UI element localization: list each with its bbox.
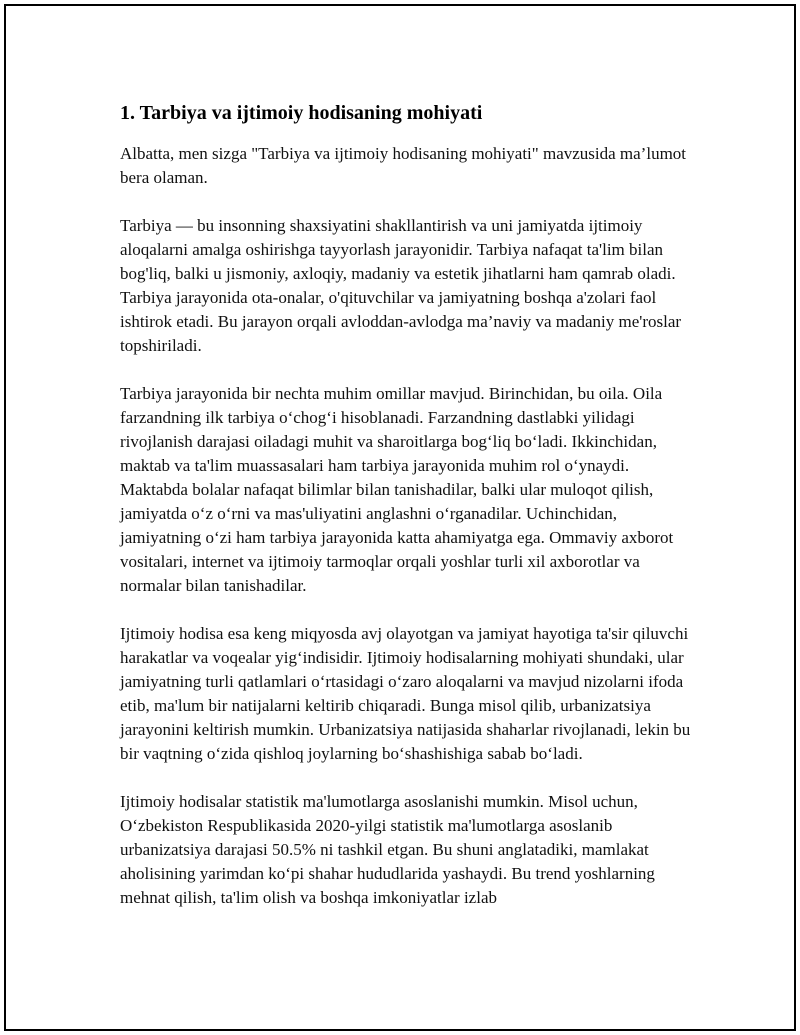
- document-body: [120, 100, 692, 934]
- paragraph-intro: Albatta, men sizga "Tarbiya va ijtimoiy hodisaning mohiyati" mavzusida ma’lumot bera olaman.: [120, 144, 687, 187]
- document-title: 1. Tarbiya va ijtimoiy hodisaning mohiyati: [120, 102, 483, 124]
- paragraph-statistics: Ijtimoiy hodisalar statistik ma'lumotlarga asoslanishi mumkin. Misol uchun, O‘zbekiston Respublikasida 2020-yilgi statistik ma'lumotlarga asoslanib urbanizatsiya darajasi 50.5% ni tashkil etgan. Bu shuni anglatadiki, mamlakat aholisining yarimdan ko‘pi shahar hududlarida yashaydi. Bu trend yoshlarning mehnat qilish, ta'lim olish va boshqa imkoniyatlar izlab: [120, 792, 655, 907]
- paragraph-factors: Tarbiya jarayonida bir nechta muhim omillar mavjud. Birinchidan, bu oila. Oila farzandning ilk tarbiya o‘chog‘i hisoblanadi. Farzandning dastlabki yilidagi rivojlanish darajasi oiladagi muhit va sharoitlarga bog‘liq bo‘ladi. Ikkinchidan, maktab va ta'lim muassasalari ham tarbiya jarayonida muhim rol o‘ynaydi. Maktabda bolalar nafaqat bilimlar bilan tanishadilar, balki ular muloqot qilish, jamiyatda o‘z o‘rni va mas'uliyatini anglashni o‘rganadilar. Uchinchidan, jamiyatning o‘zi ham tarbiya jarayonida katta ahamiyatga ega. Ommaviy axborot vositalari, internet va ijtimoiy tarmoqlar orqali yoshlar turli xil axborotlar va normalar bilan tanishadilar.: [120, 384, 674, 595]
- paragraph-social-phenomenon: Ijtimoiy hodisa esa keng miqyosda avj olayotgan va jamiyat hayotiga ta'sir qiluvchi harakatlar va voqealar yig‘indisidir. Ijtimoiy hodisalarning mohiyati shundaki, ular jamiyatning turli qatlamlari o‘rtasidagi o‘zaro aloqalarni va mavjud nizolarni ifoda etib, ma'lum bir natijalarni keltirib chiqaradi. Bunga misol qilib, urbanizatsiya jarayonini keltirish mumkin. Urbanizatsiya natijasida shaharlar rivojlanadi, lekin bu bir vaqtning o‘zida qishloq joylarning bo‘shashishiga sabab bo‘ladi.: [120, 624, 691, 763]
- page-frame: [4, 4, 796, 1031]
- paragraph-definition: Tarbiya — bu insonning shaxsiyatini shakllantirish va uni jamiyatda ijtimoiy aloqalarni amalga oshirishga tayyorlash jarayonidir. Tarbiya nafaqat ta'lim bilan bog'liq, balki u jismoniy, axloqiy, madaniy va estetik jihatlarni ham qamrab oladi. Tarbiya jarayonida ota-onalar, o'qituvchilar va jamiyatning boshqa a'zolari faol ishtirok etadi. Bu jarayon orqali avloddan-avlodga ma’naviy va madaniy me'roslar topshiriladi.: [120, 216, 682, 355]
